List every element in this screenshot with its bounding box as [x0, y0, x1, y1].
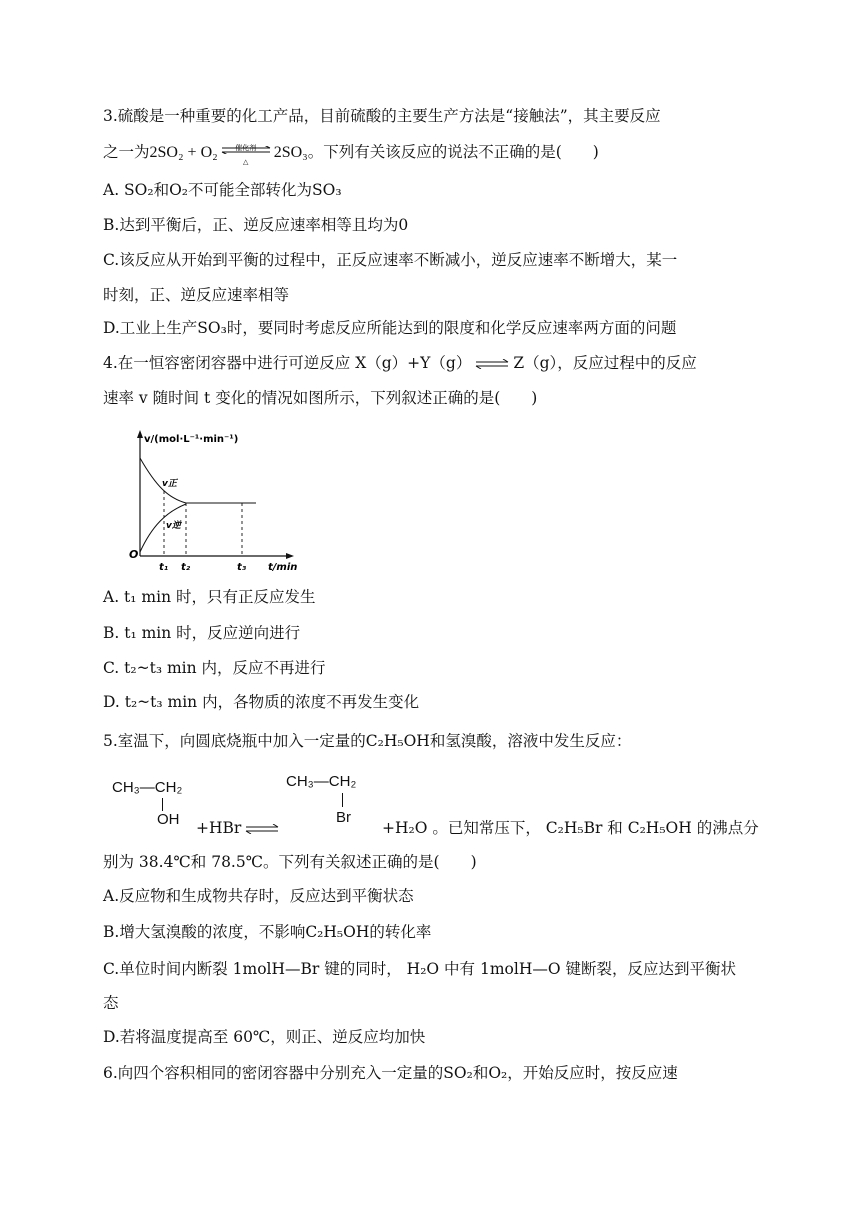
bromoethane-top: CH₃—CH₂	[286, 773, 357, 790]
q4-option-d: D. t₂~t₃ min 内，各物质的浓度不再发生变化	[103, 693, 420, 711]
q3-line2-pre: 之一为	[103, 143, 150, 161]
q5-option-d: D.若将温度提高至 60℃，则正、逆反应均加快	[103, 1028, 426, 1046]
q4-option-a: A. t₁ min 时，只有正反应发生	[103, 588, 316, 606]
q5-option-c-line2: 态	[103, 994, 119, 1012]
x-tick-t1: t₁	[159, 562, 169, 573]
origin-label: O	[129, 548, 139, 561]
q3-eq-right: 2SO₃	[273, 144, 308, 161]
series-label-v-forward: v正	[162, 479, 177, 489]
x-axis-label: t/min	[268, 562, 298, 573]
q3-line2-post: 。下列有关该反应的说法不正确的是( )	[307, 143, 599, 161]
ethanol-top: CH₃—CH₂	[112, 779, 183, 796]
rate-time-chart	[128, 428, 308, 578]
q5-hbr	[196, 818, 283, 838]
q3-line1: 3.硫酸是一种重要的化工产品，目前硫酸的主要生产方法是“接触法”，其主要反应	[103, 107, 661, 125]
q4-option-c: C. t₂~t₃ min 内，反应不再进行	[103, 659, 326, 677]
q5-option-b: B.增大氢溴酸的浓度，不影响C₂H₅OH的转化率	[103, 923, 432, 941]
q4-line1-post: Z（g），反应过程中的反应	[513, 354, 697, 372]
x-tick-t3: t₃	[237, 562, 247, 573]
x-axis-arrow-icon	[286, 553, 294, 559]
x-tick-t2: t₂	[181, 562, 191, 573]
bromoethane-br: Br	[336, 809, 351, 826]
q6-line1: 6.向四个容积相同的密闭容器中分别充入一定量的SO₂和O₂，开始反应时，按反应速	[103, 1064, 678, 1082]
q5-option-a: A.反应物和生成物共存时，反应达到平衡状态	[103, 887, 414, 905]
q5-line1: 5.室温下，向圆底烧瓶中加入一定量的C₂H₅OH和氢溴酸，溶液中发生反应：	[103, 732, 632, 750]
reversible-arrow-icon	[220, 141, 272, 166]
q3-eq-left: 2SO₂ + O₂	[149, 144, 218, 161]
bromoethane-structure	[286, 773, 357, 826]
ethanol-structure	[112, 779, 183, 828]
q3-option-a: A. SO₂和O₂不可能全部转化为SO₃	[103, 181, 342, 199]
q5-option-c-line1: C.单位时间内断裂 1molH—Br 键的同时， H₂O 中有 1molH—O 键断裂，反应达到平衡状	[103, 960, 736, 978]
q4-line1	[103, 353, 697, 373]
reversible-arrow-icon	[245, 824, 279, 834]
q3-option-c-line2: 时刻，正、逆反应速率相等	[103, 286, 290, 304]
reversible-arrow-icon	[475, 359, 509, 369]
q3-option-c-line1: C.该反应从开始到平衡的过程中，正反应速率不断减小，逆反应速率不断增大，某一	[103, 251, 678, 269]
bond-line	[342, 793, 343, 807]
ethanol-oh: OH	[157, 811, 180, 828]
y-axis-arrow-icon	[137, 430, 143, 438]
q4-option-b: B. t₁ min 时，反应逆向进行	[103, 624, 301, 642]
heat-label: △	[243, 158, 249, 166]
q5-line2-post: +H₂O 。已知常压下， C₂H₅Br 和 C₂H₅OH 的沸点分	[382, 819, 759, 837]
bond-line	[162, 798, 163, 811]
q4-line1-pre: 4.在一恒容密闭容器中进行可逆反应 X（g）+Y（g）	[103, 354, 472, 372]
catalyst-label: 催化剂	[235, 144, 257, 152]
q5-line3: 别为 38.4℃和 78.5℃。下列有关叙述正确的是( )	[103, 853, 477, 871]
y-axis-label: v/(mol·L⁻¹·min⁻¹)	[144, 434, 239, 445]
q3-option-b: B.达到平衡后，正、逆反应速率相等且均为0	[103, 216, 409, 234]
q3-line2	[103, 141, 599, 166]
q5-plus-hbr: +HBr	[196, 819, 242, 837]
series-label-v-reverse: v逆	[166, 521, 181, 531]
q3-option-d: D.工业上生产SO₃时，要同时考虑反应所能达到的限度和化学反应速率两方面的问题	[103, 319, 677, 337]
q4-line2: 速率 v 随时间 t 变化的情况如图所示，下列叙述正确的是( )	[103, 389, 538, 407]
